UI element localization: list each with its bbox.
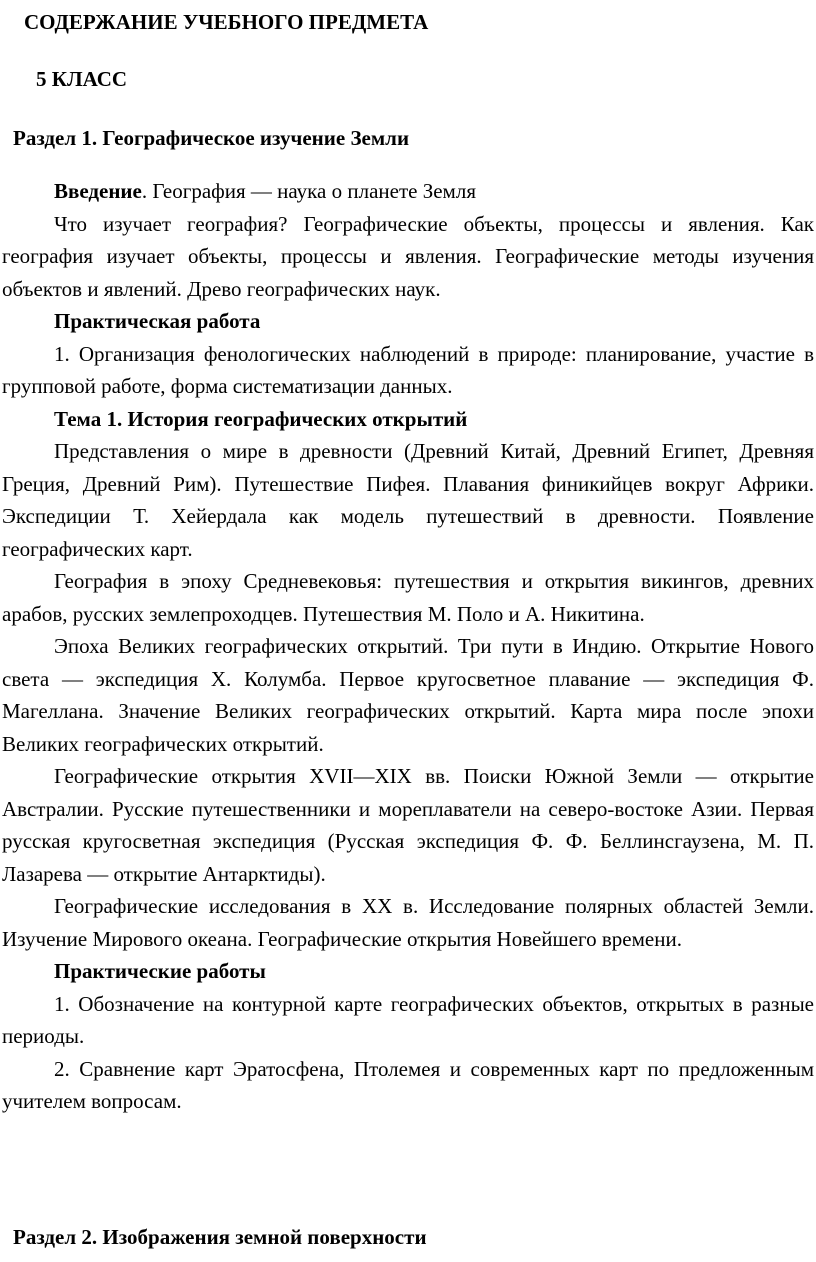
topic-1-practical-item-1: [2, 988, 814, 1053]
document-body: [2, 175, 814, 1118]
intro-lead: Введение: [54, 179, 142, 203]
intro-line: [2, 175, 814, 208]
document-title: СОДЕРЖАНИЕ УЧЕБНОГО ПРЕДМЕТА: [24, 10, 429, 34]
list-number: 1.: [54, 341, 70, 366]
topic-1-paragraph-4: Географические открытия XVII—XIX вв. Поиски Южной Земли — открытие Австралии. Русские путешественники и мореплаватели на северо-востоке Азии. Первая русская кругосветная экспедиция (Русская экспедиция Ф. Ф. Беллинсгаузена, М. П. Лазарева — открытие Антарктиды).: [2, 764, 814, 886]
list-item-text: Обозначение на контурной карте географических объектов, открытых в разные периоды.: [2, 991, 815, 1048]
list-number: 1.: [54, 991, 70, 1016]
section-2-heading: Раздел 2. Изображения земной поверхности: [13, 1225, 427, 1249]
topic-1-paragraph-3: Эпоха Великих географических открытий. Три пути в Индию. Открытие Нового света — экспедиция Х. Колумба. Первое кругосветное плавание — экспедиция Ф. Магеллана. Значение Великих географических открытий. Карта мира после эпохи Великих географических открытий.: [2, 634, 814, 756]
list-item-text: Сравнение карт Эратосфена, Птолемея и современных карт по предложенным учителем вопросам.: [2, 1056, 814, 1113]
intro-rest: . География — наука о планете Земля: [141, 179, 476, 203]
topic-1-paragraph-5: Географические исследования в ХХ в. Исследование полярных областей Земли. Изучение Мирового океана. Географические открытия Новейшего времени.: [2, 894, 814, 951]
list-number: 2.: [54, 1056, 70, 1081]
intro-paragraph: Что изучает география? Географические объекты, процессы и явления. Как география изучает объекты, процессы и явления. Географические методы изучения объектов и явлений. Древо географических наук.: [2, 211, 814, 301]
list-item-text: Организация фенологических наблюдений в природе: планирование, участие в групповой работе, форма систематизации данных.: [2, 341, 814, 398]
topic-1-practical-heading: Практические работы: [54, 959, 266, 983]
grade-heading: 5 КЛАСС: [36, 67, 128, 91]
topic-1-practical-item-2: [2, 1053, 814, 1118]
intro-practical-item-1: [2, 338, 814, 403]
intro-practical-heading: Практическая работа: [54, 309, 261, 333]
topic-1-paragraph-2: География в эпоху Средневековья: путешествия и открытия викингов, древних арабов, русских землепроходцев. Путешествия М. Поло и А. Никитина.: [2, 569, 814, 626]
topic-1-paragraph-1: Представления о мире в древности (Древний Китай, Древний Египет, Древняя Греция, Древний Рим). Путешествие Пифея. Плавания финикийцев вокруг Африки. Экспедиции Т. Хейердала как модель путешествий в древности. Появление географических карт.: [2, 439, 814, 561]
topic-1-heading: Тема 1. История географических открытий: [54, 406, 468, 431]
section-1-heading: Раздел 1. Географическое изучение Земли: [13, 126, 410, 150]
